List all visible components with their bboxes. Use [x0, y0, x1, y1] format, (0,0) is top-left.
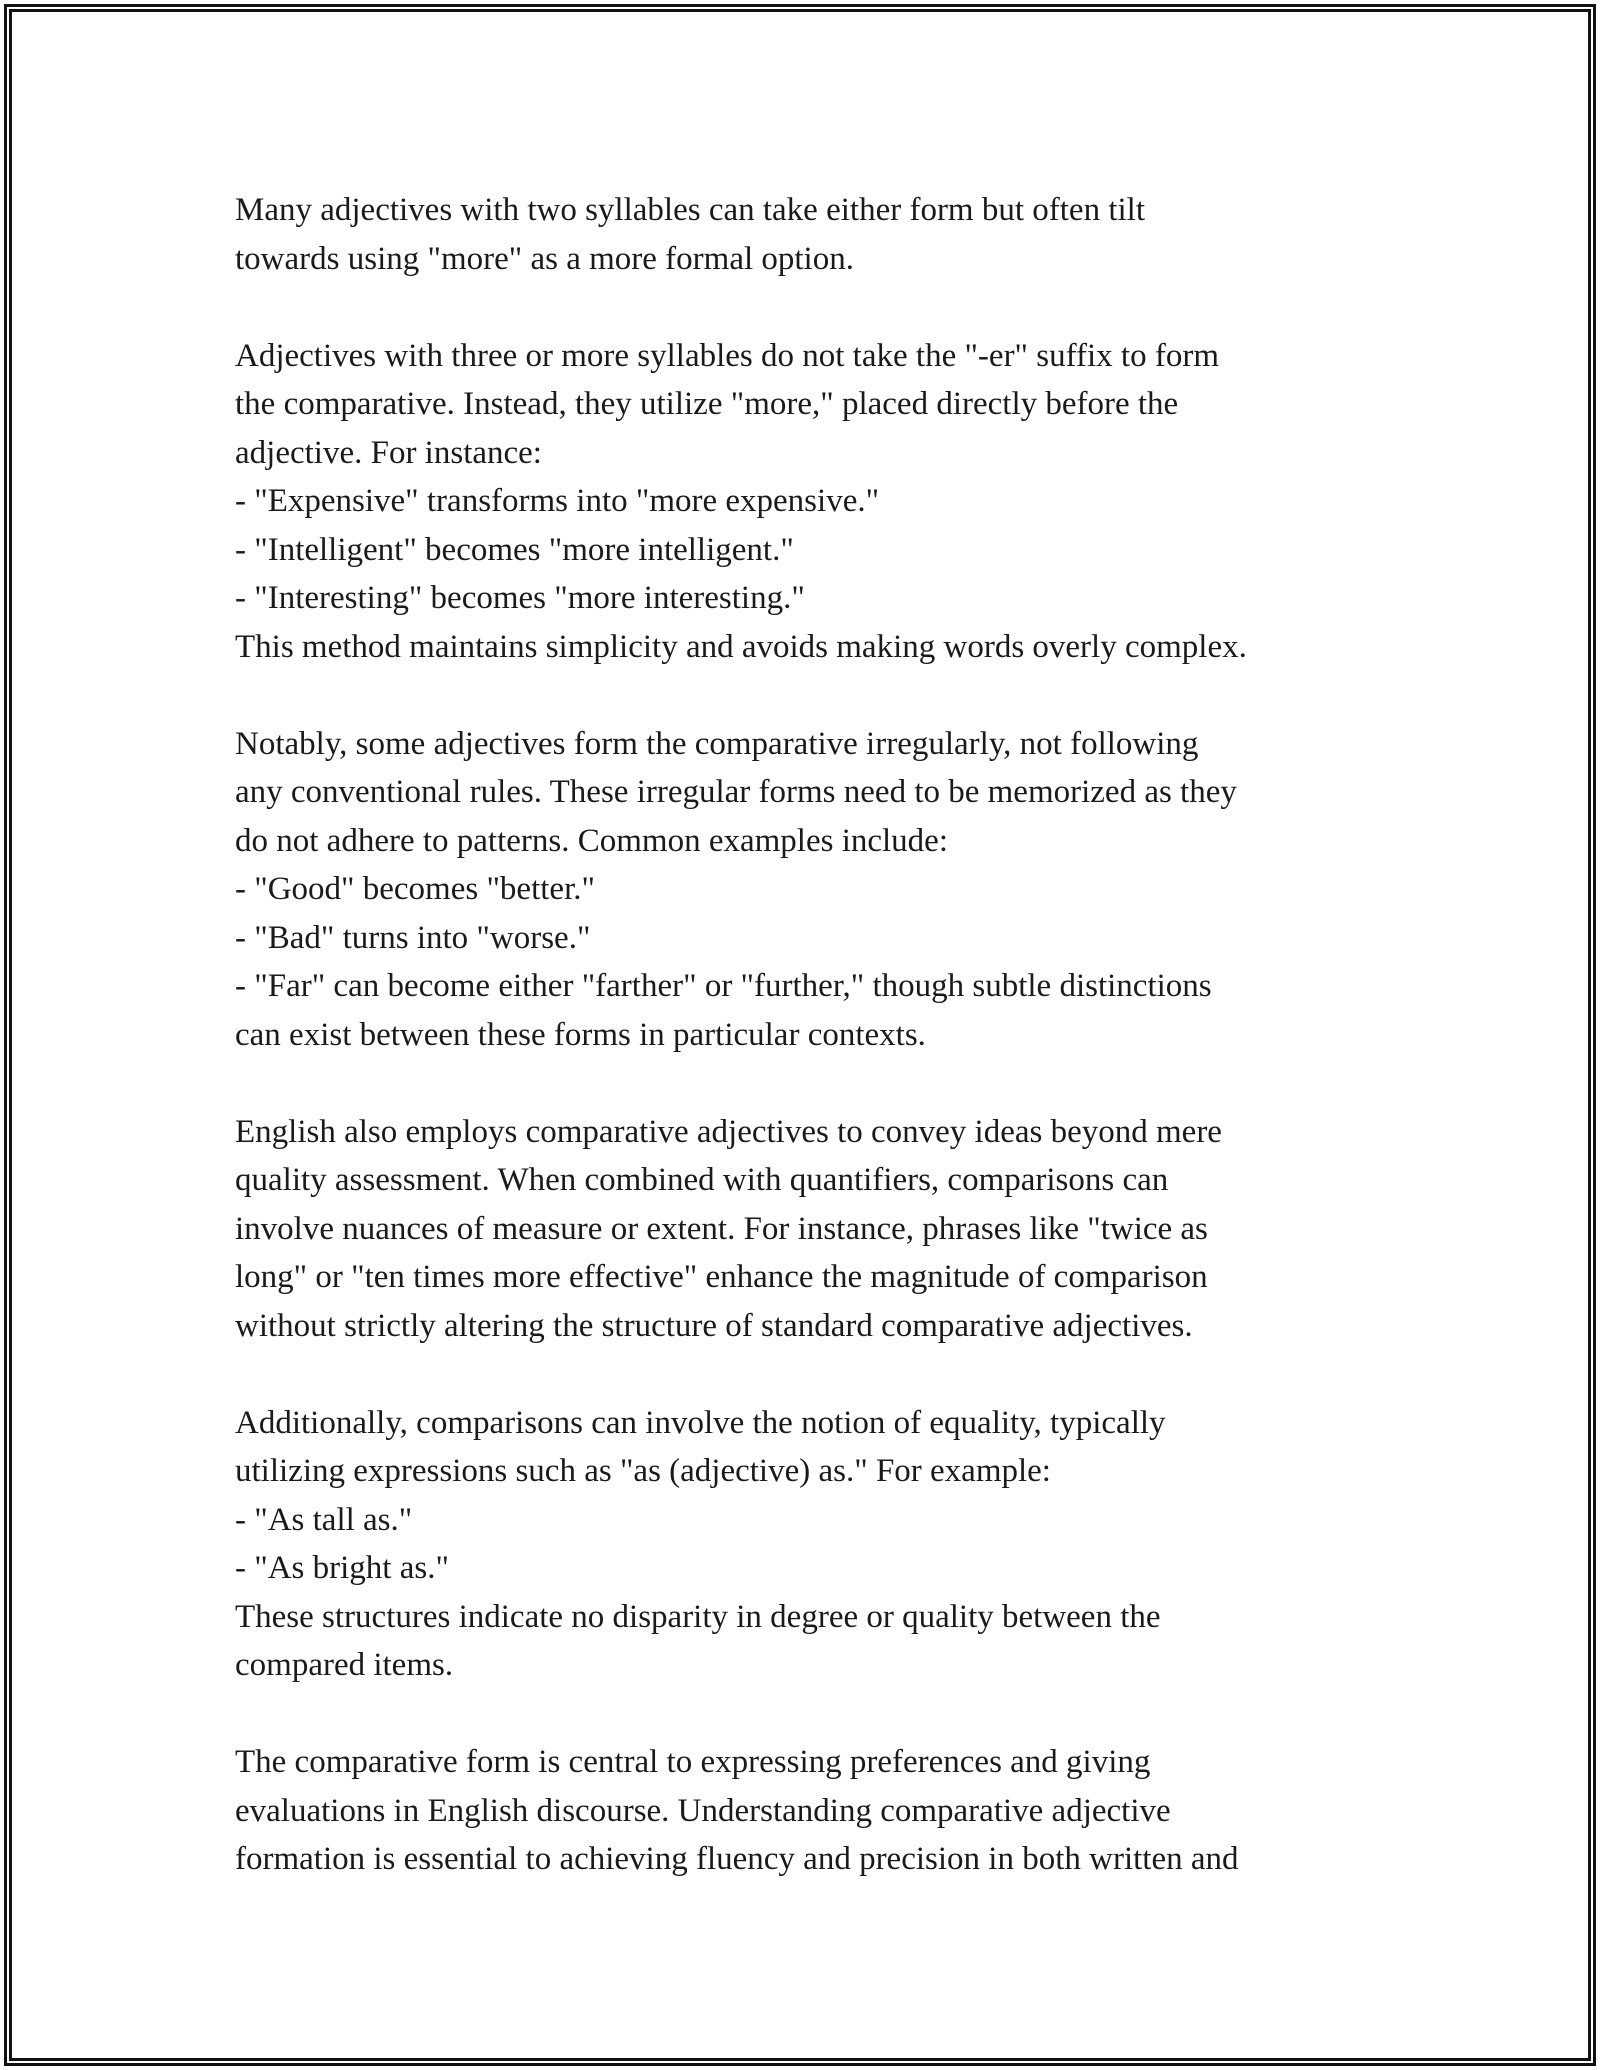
text-line: utilizing expressions such as "as (adjective) as." For example: — [235, 1453, 1051, 1489]
text-line: - "Intelligent" becomes "more intelligent." — [235, 531, 794, 568]
text-line: quality assessment. When combined with quantifiers, comparisons can — [235, 1162, 1169, 1198]
text-line: the comparative. Instead, they utilize "more," placed directly before the — [235, 386, 1179, 422]
text-line: long" or "ten times more effective" enhance the magnitude of comparison — [235, 1259, 1208, 1295]
text-line: - "Good" becomes "better." — [235, 871, 595, 907]
text-line: can exist between these forms in particular contexts. — [235, 1016, 926, 1053]
text-line: Additionally, comparisons can involve the notion of equality, typically — [235, 1404, 1166, 1441]
text-line: involve nuances of measure or extent. For instance, phrases like "twice as — [235, 1210, 1208, 1247]
paragraph — [235, 1108, 1415, 1351]
paragraph — [235, 332, 1415, 672]
text-line: evaluations in English discourse. Understanding comparative adjective — [235, 1792, 1171, 1829]
paragraph — [235, 1399, 1415, 1690]
paragraph — [235, 1738, 1415, 1884]
text-line: compared items. — [235, 1647, 454, 1683]
text-line: any conventional rules. These irregular forms need to be memorized as they — [235, 774, 1237, 810]
text-line: This method maintains simplicity and avoids making words overly complex. — [235, 628, 1247, 665]
text-line: Notably, some adjectives form the comparative irregularly, not following — [235, 725, 1199, 762]
text-line: - "Expensive" transforms into "more expensive." — [235, 483, 880, 519]
text-line: formation is essential to achieving fluency and precision in both written and — [235, 1841, 1239, 1877]
text-line: - "Far" can become either "farther" or "further," though subtle distinctions — [235, 968, 1212, 1004]
paragraph — [235, 720, 1415, 1060]
text-line: towards using "more" as a more formal option. — [235, 240, 854, 277]
document-body — [235, 186, 1415, 1932]
text-line: - "Interesting" becomes "more interesting." — [235, 580, 805, 616]
text-line: without strictly altering the structure of standard comparative adjectives. — [235, 1307, 1193, 1344]
text-line: adjective. For instance: — [235, 434, 542, 471]
text-line: Many adjectives with two syllables can take either form but often tilt — [235, 192, 1145, 228]
text-line: The comparative form is central to expressing preferences and giving — [235, 1744, 1151, 1780]
text-line: - "As bright as." — [235, 1550, 449, 1586]
paragraph — [235, 186, 1415, 283]
text-line: - "As tall as." — [235, 1501, 413, 1538]
text-line: do not adhere to patterns. Common examples include: — [235, 822, 948, 859]
text-line: Adjectives with three or more syllables do not take the "-er" suffix to form — [235, 337, 1219, 374]
text-line: English also employs comparative adjectives to convey ideas beyond mere — [235, 1113, 1222, 1150]
text-line: These structures indicate no disparity in degree or quality between the — [235, 1598, 1161, 1635]
text-line: - "Bad" turns into "worse." — [235, 919, 591, 956]
